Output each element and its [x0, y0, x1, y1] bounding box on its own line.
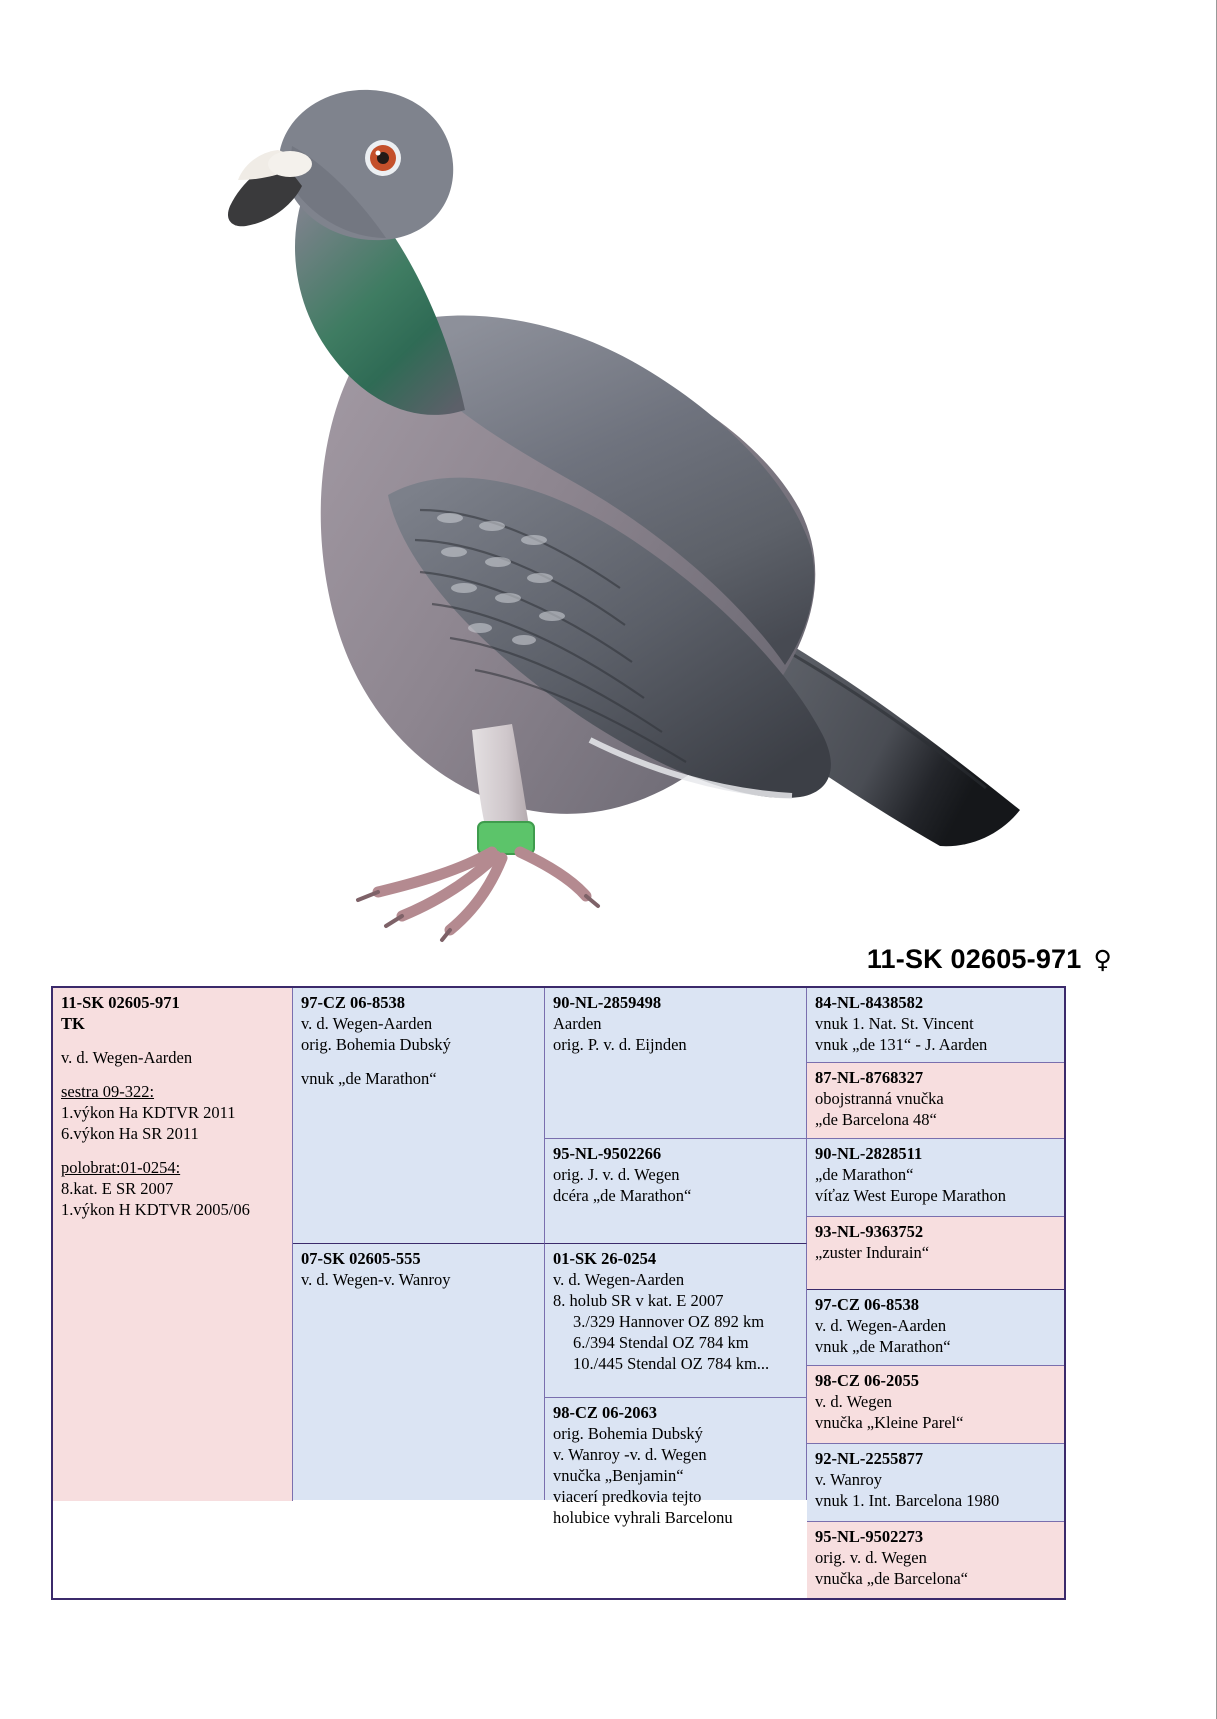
dam-dam-ring: 98-CZ 06-2063	[553, 1403, 658, 1422]
sire-sire-origin: orig. P. v. d. Eijnden	[553, 1034, 687, 1054]
root-sister-result-1: 1.výkon Ha KDTVR 2011	[61, 1102, 236, 1122]
pedigree-table	[51, 986, 1066, 1600]
dam-sire-result-1: 3./329 Hannover OZ 892 km	[573, 1311, 765, 1331]
g3-8-note-2: vnučka „de Barcelona“	[815, 1568, 968, 1588]
g3-5-note-1: v. d. Wegen-Aarden	[815, 1315, 947, 1335]
dam-dam-note-1: vnučka „Benjamin“	[553, 1465, 684, 1485]
g3-5-ring: 97-CZ 06-8538	[815, 1295, 920, 1314]
g3-2-ring: 87-NL-8768327	[815, 1068, 924, 1087]
g3-1-ring: 84-NL-8438582	[815, 993, 924, 1012]
page-title	[867, 944, 1112, 975]
spacer	[61, 1035, 285, 1048]
dam-strain: v. d. Wegen-v. Wanroy	[301, 1269, 451, 1289]
pedigree-cell-dam-dam	[545, 1398, 807, 1527]
root-ring: 11-SK 02605-971	[61, 993, 180, 1012]
pedigree-column-great-grandparents	[807, 988, 1064, 1598]
dam-sire-title: 8. holub SR v kat. E 2007	[553, 1290, 724, 1310]
pedigree-column-grandparents	[545, 988, 807, 1598]
sire-ring: 97-CZ 06-8538	[301, 993, 406, 1012]
pedigree-cell-g3-6	[807, 1366, 1064, 1444]
root-sister-result-2: 6.výkon Ha SR 2011	[61, 1123, 199, 1143]
pedigree-column-parents	[293, 988, 545, 1598]
pedigree-cell-g3-1	[807, 988, 1064, 1063]
root-halfsibling-result-2: 1.výkon H KDTVR 2005/06	[61, 1199, 250, 1219]
dam-ring: 07-SK 02605-555	[301, 1249, 421, 1268]
g3-4-note-1: „zuster Indurain“	[815, 1242, 930, 1262]
g3-6-ring: 98-CZ 06-2055	[815, 1371, 920, 1390]
root-owner-code: TK	[61, 1013, 85, 1033]
sire-note: vnuk „de Marathon“	[301, 1068, 437, 1088]
pedigree-cell-g3-2	[807, 1063, 1064, 1139]
spacer	[61, 1069, 285, 1082]
dam-sire-ring: 01-SK 26-0254	[553, 1249, 657, 1268]
g3-1-note-1: vnuk 1. Nat. St. Vincent	[815, 1013, 974, 1033]
dam-dam-note-2: viacerí predkovia tejto	[553, 1486, 702, 1506]
dam-sire-result-2: 6./394 Stendal OZ 784 km	[573, 1332, 749, 1352]
pedigree-cell-sire-sire	[545, 988, 807, 1139]
g3-3-note-1: „de Marathon“	[815, 1164, 914, 1184]
spacer	[61, 1145, 285, 1158]
dam-sire-strain: v. d. Wegen-Aarden	[553, 1269, 685, 1289]
pedigree-cell-g3-8	[807, 1522, 1064, 1598]
g3-8-note-1: orig. v. d. Wegen	[815, 1547, 927, 1567]
pedigree-cell-g3-7	[807, 1444, 1064, 1522]
g3-2-note-2: „de Barcelona 48“	[815, 1109, 937, 1129]
root-strain: v. d. Wegen-Aarden	[61, 1047, 193, 1067]
g3-3-note-2: víťaz West Europe Marathon	[815, 1185, 1006, 1205]
g3-8-ring: 95-NL-9502273	[815, 1527, 924, 1546]
dam-sire-result-3: 10./445 Stendal OZ 784 km...	[573, 1353, 770, 1373]
sex-symbol: ♀	[1093, 945, 1112, 974]
dam-dam-origin: orig. Bohemia Dubský	[553, 1423, 703, 1443]
g3-3-ring: 90-NL-2828511	[815, 1144, 923, 1163]
root-halfsibling-label: polobrat:01-0254:	[61, 1157, 181, 1177]
pedigree-cell-sire	[293, 988, 545, 1244]
pedigree-cell-dam	[293, 1244, 545, 1500]
sire-sire-strain: Aarden	[553, 1013, 602, 1033]
pedigree-cell-g3-4	[807, 1217, 1064, 1290]
ring-number: 11-SK 02605-971	[866, 944, 1082, 974]
dam-dam-note-3: holubice vyhrali Barcelonu	[553, 1507, 733, 1527]
g3-7-note-2: vnuk 1. Int. Barcelona 1980	[815, 1490, 1000, 1510]
sire-origin: orig. Bohemia Dubský	[301, 1034, 451, 1054]
pedigree-cell-dam-sire	[545, 1244, 807, 1398]
g3-6-note-1: v. d. Wegen	[815, 1391, 893, 1411]
dam-dam-strain: v. Wanroy -v. d. Wegen	[553, 1444, 707, 1464]
sire-dam-ring: 95-NL-9502266	[553, 1144, 662, 1163]
g3-1-note-2: vnuk „de 131“ - J. Aarden	[815, 1034, 988, 1054]
pedigree-cell-g3-3	[807, 1139, 1064, 1217]
g3-7-note-1: v. Wanroy	[815, 1469, 882, 1489]
root-halfsibling-result-1: 8.kat. E SR 2007	[61, 1178, 174, 1198]
root-sister-label: sestra 09-322:	[61, 1081, 155, 1101]
spacer	[301, 1056, 537, 1069]
sire-strain: v. d. Wegen-Aarden	[301, 1013, 433, 1033]
sire-dam-note: dcéra „de Marathon“	[553, 1185, 692, 1205]
pedigree-column-subject	[53, 988, 293, 1598]
sire-sire-ring: 90-NL-2859498	[553, 993, 662, 1012]
pedigree-cell-g3-5	[807, 1290, 1064, 1366]
pigeon-illustration	[120, 40, 1030, 920]
g3-4-ring: 93-NL-9363752	[815, 1222, 924, 1241]
g3-7-ring: 92-NL-2255877	[815, 1449, 924, 1468]
pedigree-cell-root	[53, 988, 293, 1501]
g3-2-note-1: obojstranná vnučka	[815, 1088, 944, 1108]
sire-dam-origin: orig. J. v. d. Wegen	[553, 1164, 680, 1184]
g3-5-note-2: vnuk „de Marathon“	[815, 1336, 951, 1356]
pedigree-cell-sire-dam	[545, 1139, 807, 1244]
g3-6-note-2: vnučka „Kleine Parel“	[815, 1412, 964, 1432]
